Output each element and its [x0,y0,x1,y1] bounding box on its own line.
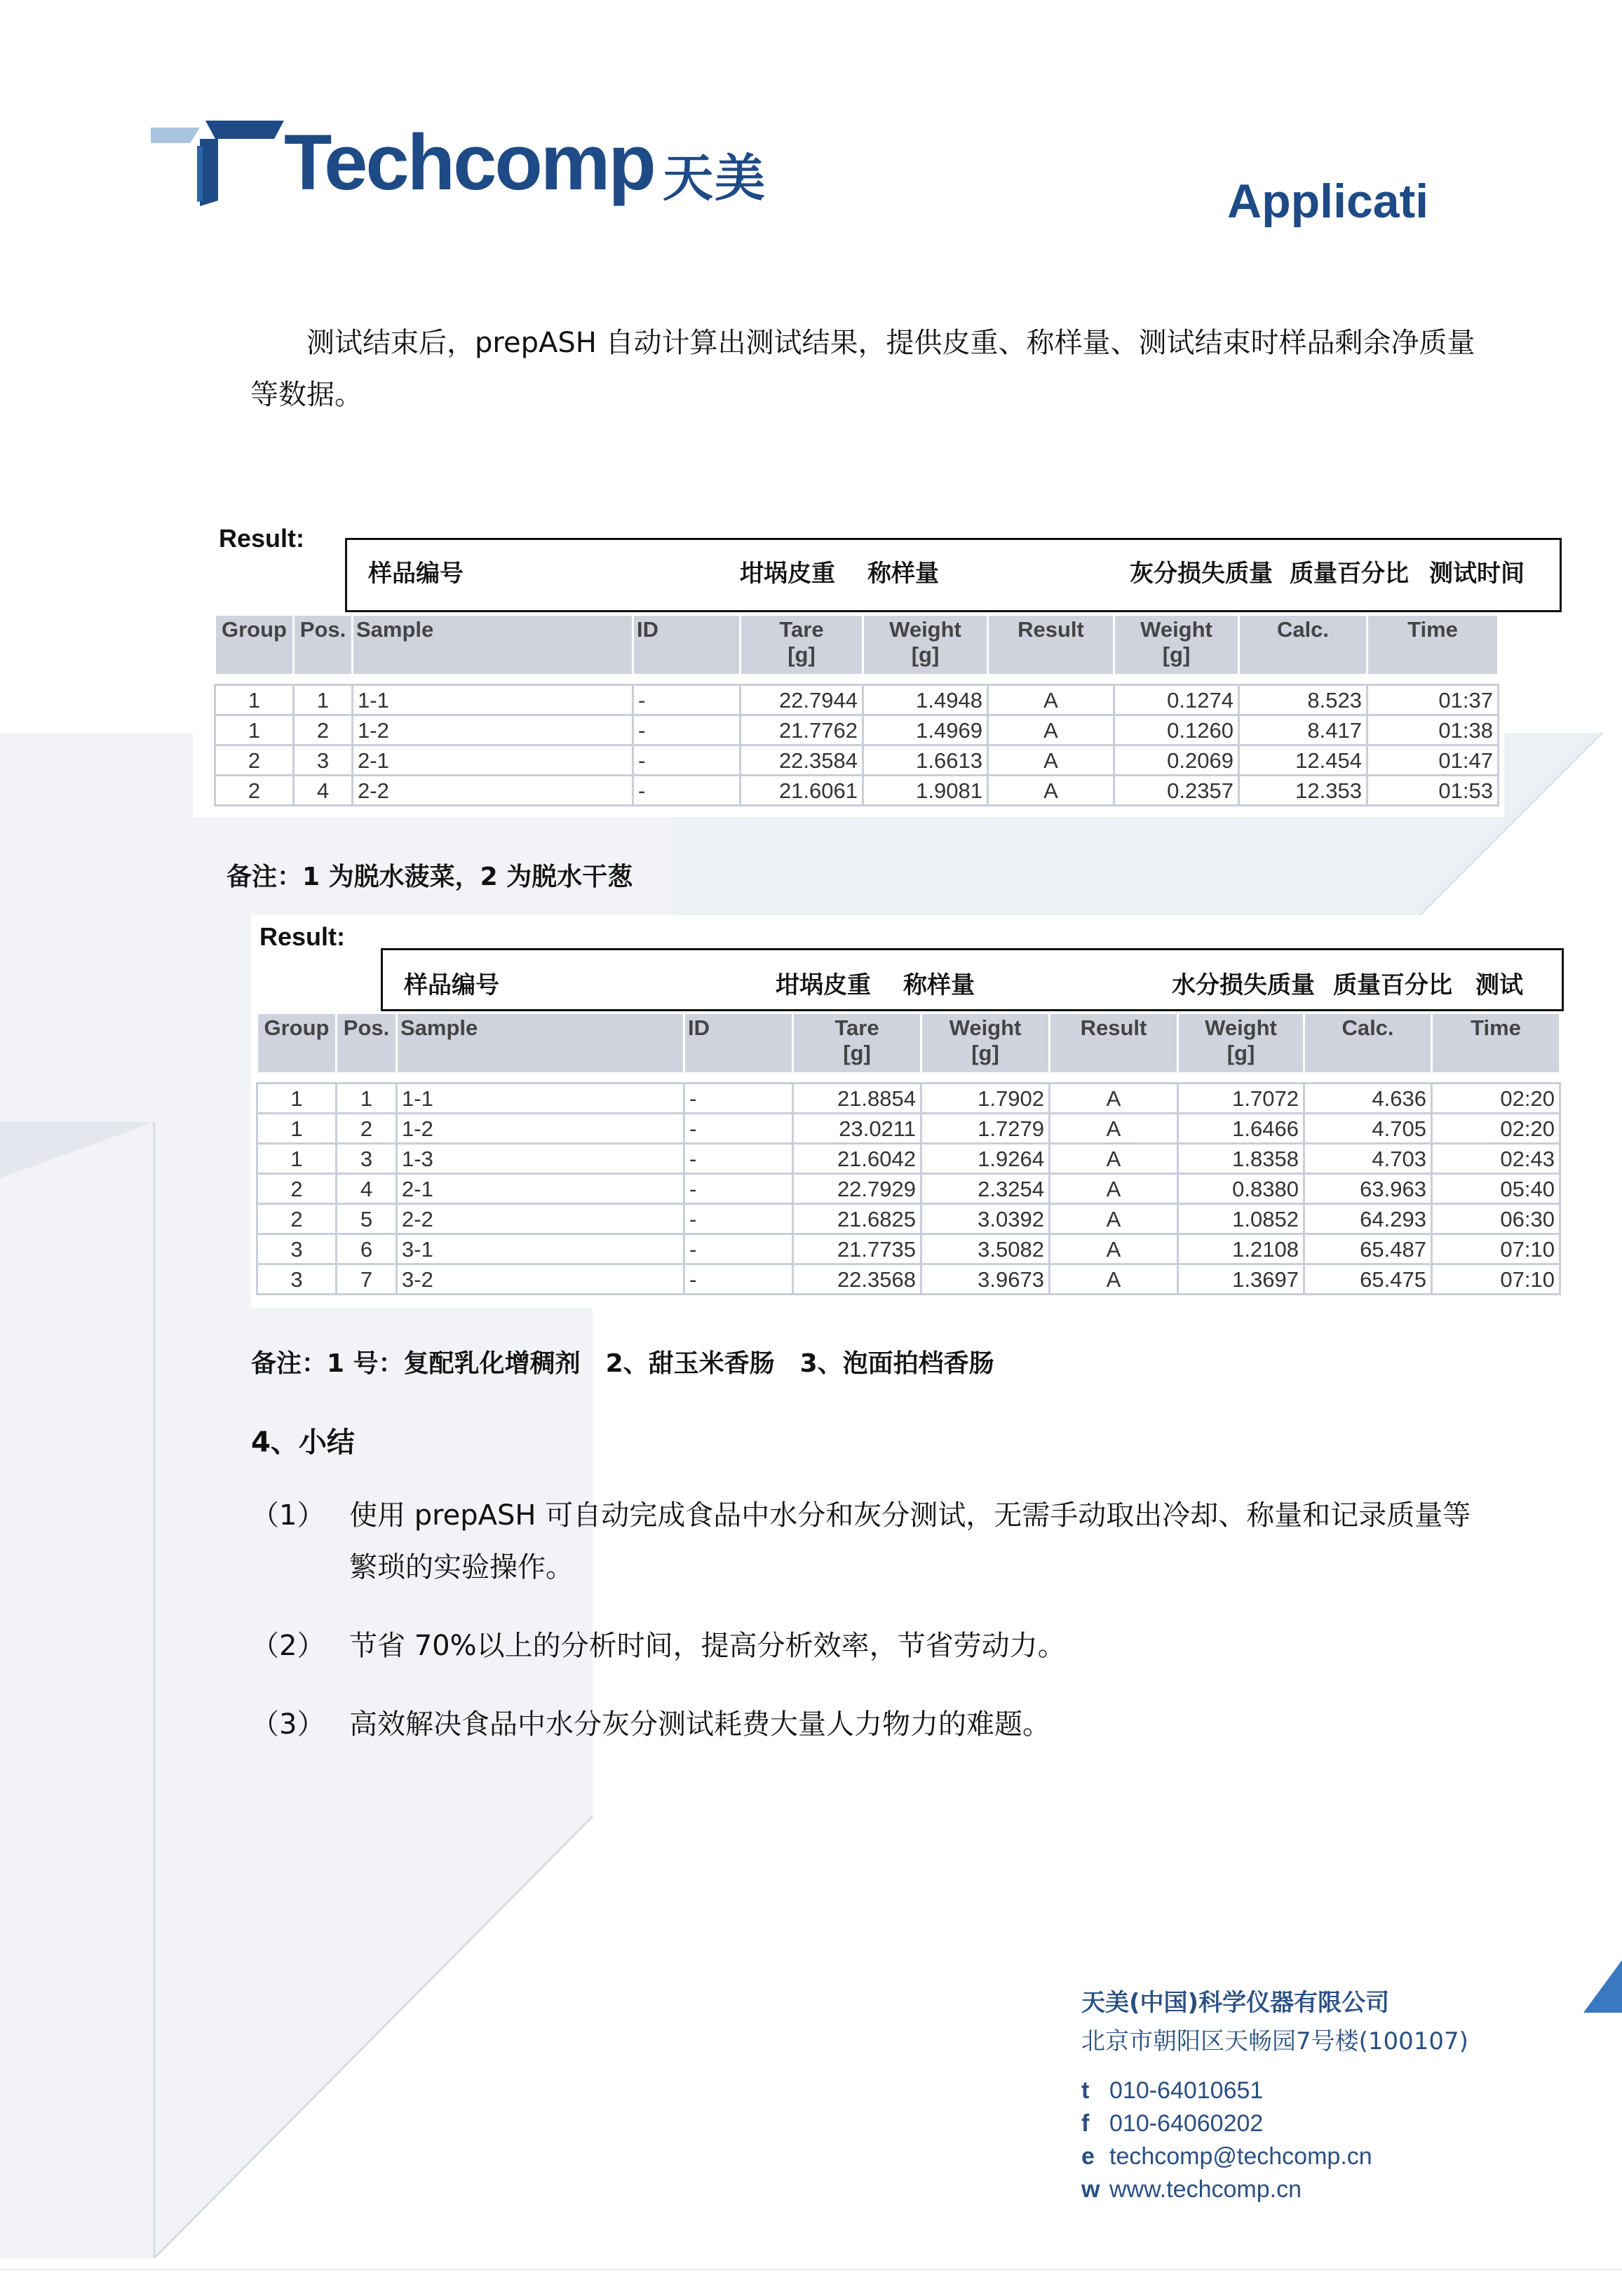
table-row [257,1174,1560,1204]
contact-value: 010-64060202 [1109,2110,1264,2137]
table-row [257,1144,1560,1174]
cell-loss-weight: 0.1260 [1114,715,1239,745]
column-header-text: Tare [834,1015,879,1040]
data-table [214,614,1499,806]
column-header-loss-weight [1114,615,1239,675]
cn-label-loss-mass: 灰分损失质量 [1130,560,1273,588]
cell-tare: 22.7944 [741,685,863,715]
contact-key: w [1081,2176,1100,2203]
cell-loss-weight: 1.6466 [1178,1114,1304,1144]
summary-item-number: （3） [251,1708,325,1741]
cell-sample: 1-3 [397,1144,684,1174]
column-header-text: Time [1407,617,1458,642]
footer-phone [1081,2077,1586,2110]
table-row [215,715,1499,745]
cell-weight: 3.0392 [921,1204,1050,1234]
summary-heading: 4、小结 [251,1426,355,1459]
contact-value[interactable]: www.techcomp.cn [1109,2176,1302,2203]
cell-calc: 12.353 [1239,776,1367,806]
cell-group: 3 [257,1234,337,1264]
cell-tare: 22.3568 [793,1264,921,1295]
column-header-text: Tare [779,617,824,642]
cell-pos: 7 [337,1264,397,1295]
footer-contact [1081,1983,1586,2209]
summary-item-text: 节省 70%以上的分析时间，提高分析效率，节省劳动力。 [349,1630,1066,1662]
cell-tare: 22.3584 [741,745,863,776]
cell-time: 01:37 [1367,685,1499,715]
column-header-text: Pos. [299,617,346,642]
cell-time: 07:10 [1432,1234,1560,1264]
cell-calc: 65.475 [1304,1264,1432,1295]
cell-time: 02:43 [1432,1144,1560,1174]
contact-value[interactable]: techcomp@techcomp.cn [1109,2143,1372,2170]
table-row [257,1234,1560,1264]
column-header-loss-weight [1178,1013,1304,1074]
cell-weight: 3.5082 [921,1234,1050,1264]
cell-pos: 2 [337,1114,397,1144]
column-header-text: Weight [889,617,961,642]
cn-label-weight: 称样量 [903,971,975,999]
summary-list [251,1490,1583,1741]
cell-tare: 21.7762 [741,715,863,745]
cell-pos: 5 [337,1204,397,1234]
cell-group: 2 [257,1174,337,1204]
cell-weight: 2.3254 [921,1174,1050,1204]
column-header-text: Pos. [343,1015,390,1040]
column-header-text: Result [1018,617,1084,642]
cn-label-percent: 质量百分比 [1290,560,1409,588]
cell-calc: 64.293 [1304,1204,1432,1234]
column-header-text: Weight [949,1015,1022,1040]
cell-group: 2 [215,745,294,776]
column-header-tare [741,615,863,675]
table-spacer [215,675,1499,685]
summary-item-number: （1） [251,1499,325,1532]
cell-calc: 4.705 [1304,1114,1432,1144]
contact-value: 010-64010651 [1109,2077,1264,2104]
table-header-row [215,615,1499,675]
result-label: Result: [259,922,346,951]
cell-id: - [684,1234,793,1264]
column-header-text: [g] [1226,1041,1255,1065]
logo-text: Techcomp [284,119,654,206]
cell-weight: 1.9081 [863,776,988,806]
cell-time: 01:53 [1367,776,1499,806]
column-header-group [257,1013,337,1074]
column-header-text: Weight [1205,1015,1277,1040]
column-header-tare [793,1013,921,1074]
cell-id: - [684,1174,793,1204]
contact-key: f [1081,2110,1090,2137]
cn-label-sample-no: 样品编号 [404,971,499,999]
summary-item-text: 使用 prepASH 可自动完成食品中水分和灰分测试，无需手动取出冷却、称量和记录质量等 [349,1499,1471,1532]
cell-group: 1 [257,1083,337,1114]
cell-group: 1 [257,1144,337,1174]
result-label: Result: [219,524,305,553]
table-row [257,1204,1560,1234]
cell-group: 2 [257,1204,337,1234]
footer-contact-list [1081,2077,1586,2209]
table-row [215,685,1499,715]
cell-result: A [1050,1144,1178,1174]
intro-paragraph [250,317,1527,421]
cell-id: - [633,685,741,715]
table-row [215,745,1499,776]
cell-loss-weight: 0.2069 [1114,745,1239,776]
cell-sample: 3-2 [397,1264,684,1295]
footer-email[interactable] [1081,2143,1586,2176]
cell-weight: 1.6613 [863,745,988,776]
column-header-id [684,1013,793,1074]
cell-pos: 3 [337,1144,397,1174]
column-header-calc [1239,615,1367,675]
column-header-result [1050,1013,1178,1074]
cell-result: A [1050,1114,1178,1144]
cell-calc: 4.703 [1304,1144,1432,1174]
table-header-row [257,1013,1560,1074]
cell-result: A [1050,1204,1178,1234]
summary-item-number: （2） [251,1630,325,1662]
cell-sample: 2-1 [397,1174,684,1204]
column-header-text: Calc. [1341,1015,1394,1040]
result-table-2-block [251,915,1569,1308]
cell-time: 02:20 [1432,1114,1560,1144]
cell-time: 01:38 [1367,715,1499,745]
intro-line-1: 测试结束后，prepASH 自动计算出测试结果，提供皮重、称样量、测试结束时样品剩余净质量 [306,327,1475,359]
cell-pos: 6 [337,1234,397,1264]
cell-group: 3 [257,1264,337,1295]
cell-pos: 1 [294,685,353,715]
cell-result: A [988,685,1114,715]
summary-item-text-cont: 繁琐的实验操作。 [349,1551,574,1583]
cell-id: - [684,1264,793,1295]
table-2-note: 备注：1 号：复配乳化增稠剂 2、甜玉米香肠 3、泡面拍档香肠 [251,1349,994,1378]
column-header-text: Result [1080,1015,1147,1040]
cell-time: 06:30 [1432,1204,1560,1234]
footer-website[interactable] [1081,2176,1586,2209]
cell-group: 1 [215,685,294,715]
cell-group: 1 [257,1114,337,1144]
cell-id: - [633,776,741,806]
cell-sample: 2-2 [397,1204,684,1234]
cell-result: A [1050,1083,1178,1114]
cell-weight: 3.9673 [921,1264,1050,1295]
cell-calc: 8.417 [1239,715,1367,745]
cell-id: - [684,1204,793,1234]
cell-time: 01:47 [1367,745,1499,776]
cell-loss-weight: 0.2357 [1114,776,1239,806]
column-header-text: [g] [911,642,940,667]
cell-tare: 21.6042 [793,1144,921,1174]
cell-calc: 65.487 [1304,1234,1432,1264]
table-row [257,1114,1560,1144]
cell-sample: 3-1 [397,1234,684,1264]
cell-calc: 63.963 [1304,1174,1432,1204]
cell-tare: 23.0211 [793,1114,921,1144]
cell-time: 07:10 [1432,1264,1560,1295]
cn-label-tare: 坩埚皮重 [740,560,835,588]
column-header-text: Time [1471,1015,1521,1040]
column-header-text: [g] [843,1041,871,1065]
column-header-text: [g] [1162,642,1191,667]
summary-item-text: 高效解决食品中水分灰分测试耗费大量人力物力的难题。 [349,1708,1050,1741]
cn-label-percent: 质量百分比 [1333,971,1452,999]
cell-result: A [988,745,1114,776]
footer-fax [1081,2110,1586,2143]
cell-weight: 1.7279 [921,1114,1050,1144]
cell-result: A [1050,1234,1178,1264]
intro-line-2: 等数据。 [250,379,363,411]
column-header-text: Sample [400,1015,478,1040]
cell-weight: 1.4948 [863,685,988,715]
column-header-time [1367,615,1499,675]
cell-pos: 3 [294,745,353,776]
table-row [257,1083,1560,1114]
column-header-text: [g] [971,1041,999,1065]
cell-loss-weight: 0.1274 [1114,685,1239,715]
cell-pos: 1 [337,1083,397,1114]
cn-label-weight: 称样量 [867,560,939,588]
logo-cn-text: 天美 [663,149,767,208]
cn-header-box [381,948,1564,1011]
contact-key: e [1081,2143,1095,2170]
column-header-weight [863,615,988,675]
column-header-group [215,615,294,675]
column-header-text: Group [222,617,287,642]
cell-id: - [684,1083,793,1114]
result-table-1-block [193,515,1525,817]
cell-loss-weight: 1.0852 [1178,1204,1304,1234]
summary-item-1 [251,1490,1583,1593]
footer-address: 北京市朝阳区天畅园7号楼(100107) [1081,2027,1468,2055]
cell-sample: 1-2 [353,715,633,745]
cn-header-box [345,538,1562,612]
cell-tare: 22.7929 [793,1174,921,1204]
cell-weight: 1.4969 [863,715,988,745]
footer-company: 天美(中国)科学仪器有限公司 [1081,1989,1390,2017]
summary-item-3 [251,1699,1583,1741]
contact-key: t [1081,2077,1090,2104]
cell-weight: 1.9264 [921,1144,1050,1174]
column-header-calc [1304,1013,1432,1074]
cell-calc: 12.454 [1239,745,1367,776]
spacer-cell [257,1074,1560,1083]
column-header-text: ID [637,617,658,642]
cell-pos: 2 [294,715,353,745]
cell-weight: 1.7902 [921,1083,1050,1114]
table-1-note: 备注：1 为脱水菠菜，2 为脱水干葱 [227,863,633,891]
cell-id: - [633,745,741,776]
cell-group: 1 [215,715,294,745]
table-row [257,1264,1560,1295]
column-header-text: Weight [1140,617,1212,642]
cell-time: 02:20 [1432,1083,1560,1114]
column-header-text: Calc. [1276,617,1330,642]
spacer-cell [215,675,1499,685]
cell-tare: 21.7735 [793,1234,921,1264]
summary-item-2 [251,1620,1583,1662]
cn-label-time: 测试 [1475,971,1523,999]
cell-sample: 1-1 [397,1083,684,1114]
column-header-pos [337,1013,397,1074]
cell-loss-weight: 1.2108 [1178,1234,1304,1264]
cn-label-loss-mass: 水分损失质量 [1172,971,1315,999]
cell-sample: 1-2 [397,1114,684,1144]
column-header-text: Group [264,1015,330,1040]
cell-loss-weight: 1.7072 [1178,1083,1304,1114]
data-table [256,1012,1561,1295]
cn-label-sample-no: 样品编号 [368,560,464,588]
cell-id: - [684,1114,793,1144]
cell-sample: 1-1 [353,685,633,715]
cell-loss-weight: 1.3697 [1178,1264,1304,1295]
column-header-text: Sample [356,617,434,642]
column-header-text: ID [688,1015,710,1040]
cell-pos: 4 [294,776,353,806]
cell-sample: 2-1 [353,745,633,776]
column-header-pos [294,615,353,675]
cell-time: 05:40 [1432,1174,1560,1204]
techcomp-logo [151,118,782,209]
cell-result: A [988,715,1114,745]
table-spacer [257,1074,1560,1083]
cell-calc: 8.523 [1239,685,1367,715]
column-header-result [988,615,1114,675]
cell-id: - [684,1144,793,1174]
cell-tare: 21.8854 [793,1083,921,1114]
page-title: Applicati [1227,175,1429,228]
cn-label-tare: 坩埚皮重 [776,971,871,999]
cell-loss-weight: 0.8380 [1178,1174,1304,1204]
cell-calc: 4.636 [1304,1083,1432,1114]
column-header-weight [921,1013,1050,1074]
logo-mark-icon [151,118,284,209]
column-header-text: [g] [788,642,816,667]
cell-result: A [1050,1264,1178,1295]
column-header-sample [353,615,633,675]
cell-result: A [1050,1174,1178,1204]
column-header-id [633,615,741,675]
cell-sample: 2-2 [353,776,633,806]
cell-tare: 21.6061 [741,776,863,806]
table-row [215,776,1499,806]
cell-loss-weight: 1.8358 [1178,1144,1304,1174]
column-header-sample [397,1013,684,1074]
cell-group: 2 [215,776,294,806]
column-header-time [1432,1013,1560,1074]
cell-result: A [988,776,1114,806]
cell-pos: 4 [337,1174,397,1204]
cell-tare: 21.6825 [793,1204,921,1234]
cn-label-time: 测试时间 [1429,560,1525,588]
cell-id: - [633,715,741,745]
